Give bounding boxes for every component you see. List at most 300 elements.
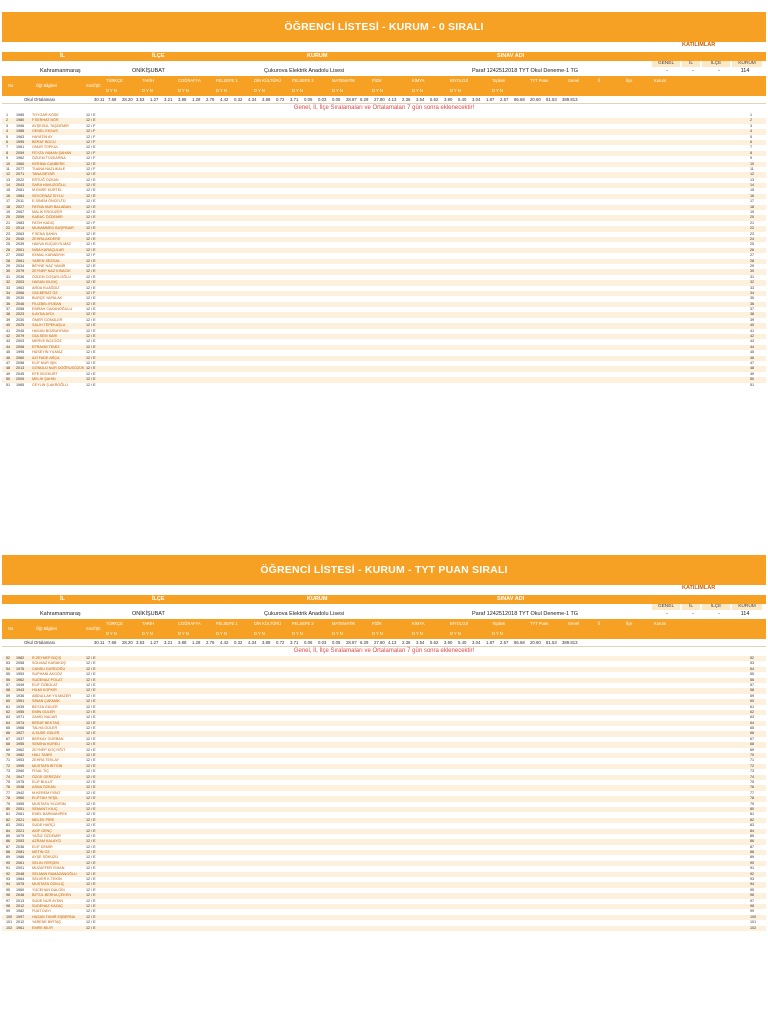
header-subject-4: DİN KÜLTÜRÜ bbox=[254, 78, 282, 83]
student-id: 1955 bbox=[16, 742, 25, 747]
row-rank: 32 bbox=[750, 280, 755, 285]
student-name: TOYGAR KÖSE bbox=[32, 113, 59, 117]
table-header-row bbox=[2, 619, 766, 639]
kat-kurum: KURUM bbox=[732, 61, 762, 67]
header-dyn: D Y N bbox=[412, 88, 423, 93]
kurum-value: Çukurova Elektrik Anadolu Lisesi bbox=[264, 611, 345, 617]
average-value: 28.20 bbox=[122, 97, 133, 102]
row-number: 43 bbox=[6, 339, 11, 344]
average-value: 20.60 bbox=[530, 640, 541, 645]
student-name: CANSU GÜRDOĞU bbox=[32, 666, 66, 671]
student-id: 1962 bbox=[16, 677, 25, 682]
header-subject-6: MATEMATİK bbox=[332, 621, 356, 626]
row-number: 34 bbox=[6, 290, 11, 295]
header-subject-15: Kurum bbox=[654, 78, 667, 83]
student-class: 12 / F bbox=[86, 253, 96, 258]
row-number: 15 bbox=[6, 188, 11, 193]
student-id: 2059 bbox=[16, 215, 25, 220]
student-id: 2008 bbox=[16, 344, 25, 349]
row-number: 75 bbox=[6, 779, 11, 784]
student-id: 2036 bbox=[16, 844, 25, 849]
average-value: 28.87 bbox=[346, 640, 357, 645]
student-id: 1985 bbox=[16, 113, 25, 117]
student-id: 2079 bbox=[16, 269, 25, 274]
row-number: 47 bbox=[6, 360, 11, 365]
student-name: ZEHRA AKDERE bbox=[32, 236, 61, 241]
row-rank: 18 bbox=[750, 204, 755, 209]
row-rank: 11 bbox=[750, 166, 754, 171]
header-dyn: D Y N bbox=[492, 631, 503, 636]
row-number: 49 bbox=[6, 371, 11, 376]
row-number: 101 bbox=[6, 920, 13, 925]
student-class: 12 / E bbox=[86, 677, 96, 682]
header-subject-13: İl bbox=[598, 78, 601, 83]
student-name: SUPHANİ AKGÖZ bbox=[32, 672, 63, 677]
row-number: 17 bbox=[6, 199, 11, 204]
student-class: 12 / E bbox=[86, 887, 96, 892]
row-number: 22 bbox=[6, 226, 11, 231]
row-number: 59 bbox=[6, 693, 11, 698]
student-id: 1995 bbox=[16, 350, 25, 355]
average-value: 6.29 bbox=[360, 97, 369, 102]
student-class: 12 / E bbox=[86, 925, 96, 930]
row-number: 97 bbox=[6, 898, 11, 903]
student-id: 2036 bbox=[16, 274, 25, 279]
row-number: 48 bbox=[6, 366, 11, 371]
average-value: 2.76 bbox=[206, 640, 215, 645]
student-class: 12 / E bbox=[86, 312, 96, 317]
student-name: MUHAMMED BAŞPINAR bbox=[32, 226, 74, 231]
average-value: 0.06 bbox=[304, 97, 313, 102]
kat-genel: GENEL bbox=[652, 604, 680, 610]
student-class: 12 / E bbox=[86, 839, 96, 844]
row-rank: 79 bbox=[750, 801, 755, 806]
student-name: M.EMRE KÜRTEL bbox=[32, 188, 63, 193]
student-name: KERİMA CANBERK bbox=[32, 161, 65, 166]
average-value: 3.71 bbox=[290, 97, 299, 102]
row-number: 74 bbox=[6, 774, 11, 779]
student-name: ÖZLEM COŞAYLOĞLU bbox=[32, 274, 71, 279]
student-id: 2077 bbox=[16, 166, 25, 171]
row-rank: 100 bbox=[750, 914, 757, 919]
row-number: 68 bbox=[6, 742, 11, 747]
row-number: 23 bbox=[6, 231, 11, 236]
student-name: SARA HAVUZOĞLU bbox=[32, 183, 66, 188]
kurum-label: KURUM bbox=[307, 53, 328, 59]
kurum-value: Çukurova Elektrik Anadolu Lisesi bbox=[264, 68, 345, 74]
row-number: 93 bbox=[6, 877, 11, 882]
student-id: 1955 bbox=[16, 709, 25, 714]
student-class: 12 / E bbox=[86, 914, 96, 919]
student-name: GÜLBERAT ÖZ bbox=[32, 290, 58, 295]
row-number: 28 bbox=[6, 258, 11, 263]
row-number: 70 bbox=[6, 753, 11, 758]
row-number: 9 bbox=[6, 156, 9, 161]
student-name: FİLİZBELİYÜEAN bbox=[32, 301, 62, 306]
row-rank: 21 bbox=[750, 220, 755, 225]
row-number: 91 bbox=[6, 866, 11, 871]
student-class: 12 / E bbox=[86, 844, 96, 849]
header-dyn: D Y N bbox=[372, 88, 383, 93]
student-name: SELVER K.TEKİN bbox=[32, 877, 62, 882]
student-name: AYŞEGÜL TAŞDEMİR bbox=[32, 123, 69, 128]
average-value: 0.72 bbox=[276, 640, 285, 645]
student-id: 1953 bbox=[16, 758, 25, 763]
student-name: AZİ FADE ARÇA bbox=[32, 355, 60, 360]
row-rank: 60 bbox=[750, 699, 755, 704]
header-subject-10: Toplam bbox=[492, 621, 506, 626]
student-class: 12 / E bbox=[86, 161, 96, 166]
student-class: 12 / E bbox=[86, 274, 96, 279]
student-name: BURÇE YAPALAK bbox=[32, 296, 63, 301]
student-name: GÜLSEM SARI bbox=[32, 334, 58, 339]
student-class: 12 / E bbox=[86, 753, 96, 758]
student-class: 12 / E bbox=[86, 833, 96, 838]
student-name: NİSA KARAÇULAR bbox=[32, 247, 64, 252]
student-id: 1961 bbox=[16, 925, 25, 930]
header-dyn: D Y N bbox=[412, 631, 423, 636]
student-name: EFE BOZKURT bbox=[32, 371, 58, 376]
row-number: 81 bbox=[6, 812, 11, 817]
row-rank: 80 bbox=[750, 806, 755, 811]
row-number: 86 bbox=[6, 839, 11, 844]
row-rank: 64 bbox=[750, 720, 755, 725]
student-id: 2001 bbox=[16, 247, 25, 252]
average-value: 7.68 bbox=[108, 640, 117, 645]
header-subject-2: COĞRAFYA bbox=[178, 78, 201, 83]
student-name: SOLMAZ KARAKÜŞ bbox=[32, 661, 66, 666]
row-number: 69 bbox=[6, 747, 11, 752]
student-name: SUDENAZ KAZAÇ bbox=[32, 903, 63, 908]
student-table bbox=[2, 619, 766, 931]
student-id: 1986 bbox=[16, 855, 25, 860]
student-class: 12 / E bbox=[86, 366, 96, 371]
student-name: HİLMİ KOPKIR bbox=[32, 688, 57, 693]
student-class: 12 / E bbox=[86, 720, 96, 725]
student-class: 12 / E bbox=[86, 769, 96, 774]
header-sinif: Sınıf/Şb bbox=[86, 83, 101, 88]
student-class: 12 / E bbox=[86, 382, 96, 387]
kat-genel: GENEL bbox=[652, 61, 680, 67]
student-id: 1982 bbox=[16, 753, 25, 758]
row-number: 44 bbox=[6, 344, 11, 349]
header-ogr: Öğr.Bilgileri bbox=[36, 83, 57, 88]
student-class: 12 / E bbox=[86, 882, 96, 887]
row-rank: 19 bbox=[750, 210, 755, 215]
row-number: 40 bbox=[6, 323, 11, 328]
row-number: 12 bbox=[6, 172, 11, 177]
student-class: 12 / E bbox=[86, 193, 96, 198]
student-name: AZRAM KALAYCI bbox=[32, 839, 62, 844]
student-class: 12 / E bbox=[86, 909, 96, 914]
student-class: 12 / E bbox=[86, 263, 96, 268]
row-rank: 7 bbox=[750, 145, 753, 150]
student-class: 12 / E bbox=[86, 226, 96, 231]
average-value: 4.34 bbox=[248, 97, 257, 102]
student-class: 12 / F bbox=[86, 290, 96, 295]
header-subject-12: Genel bbox=[568, 78, 579, 83]
student-name: YÜCEHAN DALGIN bbox=[32, 887, 65, 892]
row-rank: 29 bbox=[750, 263, 755, 268]
average-value: 1.28 bbox=[192, 97, 201, 102]
student-class: 12 / E bbox=[86, 307, 96, 312]
section-title: ÖĞRENCİ LİSTESİ - KURUM - TYT PUAN SIRALI bbox=[2, 555, 766, 585]
row-number: 79 bbox=[6, 801, 11, 806]
student-name: AKİF GENÇ bbox=[32, 828, 52, 833]
student-name: E.SİNEM ÖNCELTÜ bbox=[32, 199, 66, 204]
row-rank: 67 bbox=[750, 736, 755, 741]
row-number: 24 bbox=[6, 236, 11, 241]
kurum-label: KURUM bbox=[307, 596, 328, 602]
student-class: 12 / E bbox=[86, 747, 96, 752]
average-value: 30.11 bbox=[94, 97, 105, 102]
header-subject-14: İlçe bbox=[626, 621, 633, 626]
student-class: 12 / E bbox=[86, 828, 96, 833]
student-class: 12 / E bbox=[86, 920, 96, 925]
average-value: 81.53 bbox=[546, 97, 557, 102]
student-class: 12 / E bbox=[86, 188, 96, 193]
row-rank: 22 bbox=[750, 226, 755, 231]
row-number: 2 bbox=[6, 118, 9, 123]
student-name: SUDE NUR AYDIN bbox=[32, 898, 64, 903]
average-row bbox=[2, 96, 766, 104]
row-number: 21 bbox=[6, 220, 11, 225]
kat-ilce: İLÇE bbox=[702, 604, 730, 610]
student-id: 2001 bbox=[16, 866, 25, 871]
student-name: KARAC ÖZDEMİR bbox=[32, 215, 63, 220]
row-rank: 53 bbox=[750, 661, 755, 666]
row-number: 19 bbox=[6, 210, 11, 215]
row-number: 92 bbox=[6, 871, 11, 876]
student-name: KEMAL KARABIYIK bbox=[32, 253, 65, 258]
section-title: ÖĞRENCİ LİSTESİ - KURUM - 0 SIRALI bbox=[2, 12, 766, 42]
row-number: 100 bbox=[6, 914, 13, 919]
student-rows bbox=[2, 113, 766, 388]
header-subject-0: TÜRKÇE bbox=[106, 621, 123, 626]
il-label: İL bbox=[60, 53, 65, 59]
average-value: 4.34 bbox=[248, 640, 257, 645]
student-name: F.SENA ŞAHİN bbox=[32, 231, 57, 236]
row-rank: 77 bbox=[750, 790, 755, 795]
row-rank: 10 bbox=[750, 161, 755, 166]
student-class: 12 / E bbox=[86, 785, 96, 790]
student-class: 12 / E bbox=[86, 113, 96, 117]
row-rank: 1 bbox=[750, 113, 753, 117]
student-name: YAĞIZ ÖZDEMİR bbox=[32, 833, 61, 838]
student-class: 12 / E bbox=[86, 323, 96, 328]
header-subject-15: Kurum bbox=[654, 621, 667, 626]
row-number: 6 bbox=[6, 139, 9, 144]
row-number: 61 bbox=[6, 704, 11, 709]
student-id: 1979 bbox=[16, 833, 25, 838]
row-number: 29 bbox=[6, 263, 11, 268]
student-name: ZAHİD NACAR bbox=[32, 715, 57, 720]
row-rank: 46 bbox=[750, 355, 755, 360]
header-subject-5: FELSEFE 2 bbox=[292, 621, 314, 626]
student-name: ABDULLAH YILMAZER bbox=[32, 693, 71, 698]
student-class: 12 / E bbox=[86, 742, 96, 747]
row-rank: 57 bbox=[750, 682, 755, 687]
row-number: 1 bbox=[6, 113, 9, 117]
header-dyn: D Y N bbox=[292, 631, 303, 636]
row-rank: 28 bbox=[750, 258, 755, 263]
row-number: 30 bbox=[6, 269, 11, 274]
katilimlar-label: KATILIMLAR bbox=[682, 585, 716, 591]
average-label: Okul Ortalaması bbox=[24, 97, 56, 102]
average-value: 4.13 bbox=[388, 640, 397, 645]
row-rank: 65 bbox=[750, 726, 755, 731]
row-rank: 36 bbox=[750, 301, 755, 306]
student-id: 1983 bbox=[16, 220, 25, 225]
row-number: 95 bbox=[6, 887, 11, 892]
row-number: 84 bbox=[6, 828, 11, 833]
student-name: ÖZLEM TOZKARNA bbox=[32, 156, 66, 161]
row-rank: 38 bbox=[750, 312, 755, 317]
average-value: 6.29 bbox=[360, 640, 369, 645]
student-name: GENEL EKSUS bbox=[32, 129, 58, 134]
average-value: 86.68 bbox=[514, 640, 525, 645]
student-name: BETÜL BERHA ÇEKEN bbox=[32, 893, 72, 898]
row-number: 54 bbox=[6, 666, 11, 671]
student-name: EMEL BARMANİPEK bbox=[32, 812, 68, 817]
student-name: MUSTAFA BİTGİN bbox=[32, 763, 63, 768]
student-name: ASNA ÖZKAN bbox=[32, 785, 56, 790]
row-rank: 99 bbox=[750, 909, 755, 914]
row-rank: 48 bbox=[750, 366, 755, 371]
student-id: 1960 bbox=[16, 887, 25, 892]
row-number: 10 bbox=[6, 161, 11, 166]
student-class: 12 / F bbox=[86, 134, 96, 139]
student-class: 12 / E bbox=[86, 790, 96, 795]
student-id: 1951 bbox=[16, 699, 25, 704]
student-id: 1995 bbox=[16, 763, 25, 768]
row-number: 76 bbox=[6, 785, 11, 790]
row-rank: 76 bbox=[750, 785, 755, 790]
average-value: 5.40 bbox=[458, 97, 467, 102]
header-subject-0: TÜRKÇE bbox=[106, 78, 123, 83]
student-id: 1949 bbox=[16, 682, 25, 687]
row-number: 32 bbox=[6, 280, 11, 285]
student-id: 2030 bbox=[16, 317, 25, 322]
header-dyn: D Y N bbox=[106, 88, 117, 93]
kat-kurum-value: 114 bbox=[740, 68, 750, 74]
student-id: 2003 bbox=[16, 280, 25, 285]
average-value: 389.813 bbox=[562, 97, 578, 102]
row-number: 88 bbox=[6, 850, 11, 855]
row-number: 18 bbox=[6, 204, 11, 209]
average-value: 3.88 bbox=[178, 640, 187, 645]
student-name: SELMAN RAMAZANOĞLU bbox=[32, 871, 77, 876]
average-value: 2.76 bbox=[206, 97, 215, 102]
student-name: MUSTAFA ÖZKILIÇ bbox=[32, 882, 65, 887]
row-number: 8 bbox=[6, 150, 9, 155]
student-name: EFRAHM TEMİZ bbox=[32, 344, 60, 349]
student-class: 12 / E bbox=[86, 269, 96, 274]
row-number: 53 bbox=[6, 661, 11, 666]
row-number: 41 bbox=[6, 328, 11, 333]
row-rank: 50 bbox=[750, 377, 755, 382]
header-subject-2: COĞRAFYA bbox=[178, 621, 201, 626]
average-value: 86.68 bbox=[514, 97, 525, 102]
student-id: 2058 bbox=[16, 661, 25, 666]
student-id: 2071 bbox=[16, 172, 25, 177]
row-rank: 58 bbox=[750, 688, 755, 693]
student-name: ELİF BULUT bbox=[32, 779, 53, 784]
row-number: 4 bbox=[6, 129, 9, 134]
student-class: 12 / E bbox=[86, 812, 96, 817]
row-rank: 4 bbox=[750, 129, 753, 134]
row-rank: 25 bbox=[750, 242, 755, 247]
student-id: 2045 bbox=[16, 328, 25, 333]
row-number: 45 bbox=[6, 350, 11, 355]
student-id: 1996 bbox=[16, 123, 25, 128]
kat-ilce-value: - bbox=[718, 68, 720, 74]
average-value: 30.11 bbox=[94, 640, 105, 645]
student-name: ZEYNEP NAZ KISACIK bbox=[32, 269, 71, 274]
row-rank: 54 bbox=[750, 666, 755, 671]
student-id: 2052 bbox=[16, 253, 25, 258]
student-name: ARDA KUAĞDIZ bbox=[32, 285, 60, 290]
student-class: 12 / E bbox=[86, 763, 96, 768]
row-number: 62 bbox=[6, 709, 11, 714]
student-name: YAREN SEZGAL bbox=[32, 258, 61, 263]
student-id: 2079 bbox=[16, 334, 25, 339]
student-id: 2022 bbox=[16, 177, 25, 182]
student-class: 12 / E bbox=[86, 801, 96, 806]
row-rank: 27 bbox=[750, 253, 755, 258]
average-value: 0.32 bbox=[234, 97, 243, 102]
student-class: 12 / E bbox=[86, 871, 96, 876]
sinav-label: SINAV ADI bbox=[497, 53, 525, 59]
student-name: SALİH TEPEKAŞLU bbox=[32, 323, 66, 328]
row-rank: 74 bbox=[750, 774, 755, 779]
student-id: 2046 bbox=[16, 301, 25, 306]
row-number: 96 bbox=[6, 893, 11, 898]
student-id: 2058 bbox=[16, 360, 25, 365]
average-value: 1.27 bbox=[150, 97, 159, 102]
header-dyn: D Y N bbox=[372, 631, 383, 636]
header-dyn: D Y N bbox=[332, 631, 343, 636]
average-value: 3.53 bbox=[136, 640, 145, 645]
average-label: Okul Ortalaması bbox=[24, 640, 56, 645]
student-id: 2081 bbox=[16, 188, 25, 193]
average-row bbox=[2, 639, 766, 647]
row-number: 37 bbox=[6, 307, 11, 312]
student-name: BERAT BOCÜ bbox=[32, 139, 56, 144]
student-name: EMRE BİLİR bbox=[32, 925, 53, 930]
student-class: 12 / E bbox=[86, 317, 96, 322]
row-rank: 90 bbox=[750, 860, 755, 865]
row-rank: 47 bbox=[750, 360, 755, 365]
student-name: MUSTAFA YILDIRIM bbox=[32, 801, 66, 806]
student-id: 1997 bbox=[16, 914, 25, 919]
row-rank: 87 bbox=[750, 844, 755, 849]
student-id: 1961 bbox=[16, 145, 25, 150]
average-value: 20.60 bbox=[530, 97, 541, 102]
header-sinif: Sınıf/Şb bbox=[86, 626, 101, 631]
header-no: No bbox=[8, 83, 14, 88]
header-subject-5: FELSEFE 2 bbox=[292, 78, 314, 83]
student-name: ÖZGE GEREZAY bbox=[32, 774, 61, 779]
student-id: 2027 bbox=[16, 204, 25, 209]
average-value: 0.05 bbox=[332, 640, 341, 645]
header-subject-9: BİYOLOJİ bbox=[450, 621, 469, 626]
row-number: 56 bbox=[6, 677, 11, 682]
student-name: GÖNÜLÜ NUR DOĞRUSÖZÜK bbox=[32, 366, 85, 371]
student-id: 1995 bbox=[16, 139, 25, 144]
row-rank: 17 bbox=[750, 199, 755, 204]
student-id: 2023 bbox=[16, 312, 25, 317]
